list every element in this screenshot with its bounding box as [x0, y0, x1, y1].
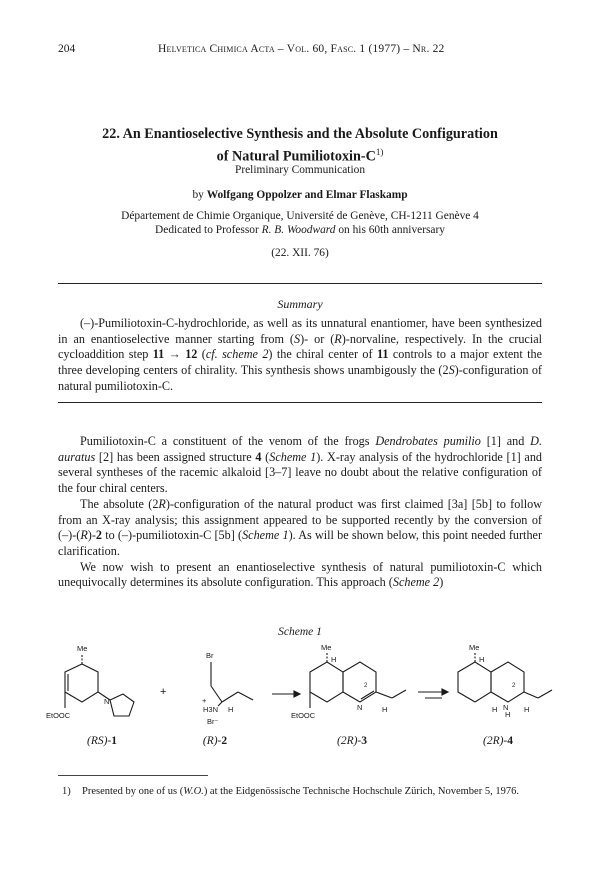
body-run: )- — [87, 528, 96, 543]
scheme-ref: Scheme 1 — [269, 449, 317, 464]
reaction-scheme — [40, 642, 560, 734]
compound-number: 3 — [361, 735, 367, 747]
article-title — [60, 125, 540, 166]
summary-bottom-rule — [58, 402, 542, 403]
body-run: ( — [261, 449, 270, 464]
authors-prefix: by — [192, 189, 204, 201]
dedication-suffix: on his 60th anniversary — [338, 224, 445, 236]
body-run: ). X-ray analysis of the hydrochloride [1] and several syntheses of the racemic alkaloid [3–7] leave no doubt about the relative configuration of the four chiral centers. — [58, 449, 543, 496]
summary-run: ) the chiral center of — [268, 347, 377, 362]
footnote-run: W.O. — [183, 786, 204, 797]
compound-label-3 — [312, 735, 392, 747]
summary-run: controls to a major extent the three developing centers of chirality. This synthesis shows unambigously the (2 — [58, 347, 543, 378]
summary-run: → — [164, 347, 186, 362]
dedicatee: R. B. Woodward — [261, 224, 336, 236]
dedication-prefix: Dedicated to Professor — [155, 224, 259, 236]
summary-top-rule — [58, 283, 542, 284]
summary-run: ( — [197, 347, 206, 362]
title-line-2-text: of Natural Pumiliotoxin-C — [216, 148, 376, 165]
atom-label: Me — [77, 644, 88, 653]
body-run: )-configuration of the natural product was first claimed [3a] [5b] to follow from an X-ray analysis; this assignment appeared to be supported recently by the conversion of (–)-( — [58, 496, 543, 543]
paragraph-3 — [58, 560, 542, 591]
article-type: Preliminary Communication — [234, 164, 366, 176]
summary-run: )-norvaline, respectively. In the crucial cycloaddition step — [58, 331, 543, 362]
received-date: (22. XII. 76) — [271, 247, 329, 259]
body-run: R — [80, 528, 88, 543]
atom-label: + — [202, 696, 207, 705]
footnote-mark: 1) — [62, 786, 71, 797]
atom-label: H — [524, 705, 530, 714]
body-run: ) — [439, 575, 444, 590]
atom-label: Me — [469, 643, 480, 652]
footnote-run: ) at the Eidgenössische Technische Hochschule Zürich, November 5, 1976. — [203, 786, 519, 797]
affiliation: Département de Chimie Organique, Université de Genève, CH-1211 Genève 4 — [121, 210, 479, 222]
footnote-text — [82, 785, 542, 798]
summary-run: )- or ( — [300, 331, 335, 346]
title-line-1: 22. An Enantioselective Synthesis and the Absolute Configuration — [102, 126, 498, 142]
body-text — [58, 434, 542, 591]
body-run: The absolute (2 — [80, 496, 159, 511]
body-run: D. auratus — [58, 434, 542, 464]
compound-config: (RS)- — [86, 735, 112, 747]
footnote-rule — [58, 775, 208, 776]
summary-run: )-configuration of natural pumiliotoxin-C. — [58, 363, 542, 393]
body-run: ). As will be shown below, this point needed further clarification. — [58, 528, 543, 558]
atom-label: 2 — [364, 683, 368, 689]
compound-ref: 11 — [152, 347, 165, 362]
body-run: to (–)-pumiliotoxin-C [5b] ( — [102, 528, 243, 543]
scheme-ref: Scheme 2 — [392, 575, 440, 590]
compound-2-structure — [211, 662, 253, 706]
atom-label: Me — [321, 643, 332, 652]
body-run: [2] has been assigned structure — [95, 449, 256, 464]
dedication — [50, 223, 550, 237]
summary-run: S — [448, 363, 455, 378]
compound-ref: 2 — [95, 528, 102, 543]
atom-label: N — [357, 703, 363, 712]
body-run: [1] and — [480, 434, 531, 448]
compound-ref: 11 — [376, 347, 389, 362]
atom-label: H — [479, 655, 485, 664]
atom-label: H3N — [203, 705, 219, 714]
compound-ref: 4 — [255, 449, 262, 464]
compound-config: (R)- — [202, 735, 222, 747]
summary-text — [58, 316, 542, 395]
body-run: Dendrobates pumilio — [375, 434, 481, 448]
summary-heading: Summary — [277, 297, 323, 311]
atom-label: Br⁻ — [207, 717, 219, 726]
paragraph-1 — [58, 434, 542, 497]
atom-label: H — [505, 710, 511, 719]
atom-label: 2 — [512, 683, 516, 689]
atom-label: Br — [206, 651, 214, 660]
atom-label: H — [228, 705, 234, 714]
scheme-heading: Scheme 1 — [278, 626, 322, 638]
atom-label: H — [331, 655, 337, 664]
atom-label: EtOOC — [46, 711, 71, 720]
atom-label: N — [503, 703, 509, 712]
compound-label-1 — [62, 735, 142, 747]
body-run: We now wish to present an enantioselective synthesis of natural pumiliotoxin-C which unequivocally determines its absolute configuration. This approach ( — [58, 559, 542, 590]
footnote-run: Presented by one of us ( — [82, 786, 184, 797]
atom-label: N — [104, 697, 110, 706]
atom-label: EtOOC — [291, 711, 316, 720]
compound-3-structure — [310, 653, 406, 708]
scheme-ref: cf. scheme 2 — [205, 347, 269, 362]
summary-run: S — [293, 331, 301, 346]
compound-number: 2 — [221, 735, 228, 747]
atom-label: H — [382, 705, 388, 714]
compound-ref: 12 — [185, 347, 198, 362]
body-run: R — [158, 496, 166, 511]
compound-config: (2R)- — [336, 735, 362, 747]
summary-run: (–)-Pumiliotoxin-C-hydrochloride, as well as its unnatural enantiomer, have been synthesized in an enantioselective manner starting from ( — [58, 316, 542, 346]
compound-label-2 — [175, 735, 255, 747]
page-number: 204 — [58, 43, 76, 55]
compound-config: (2R)- — [482, 735, 508, 747]
summary-run: R — [334, 331, 342, 346]
author-line — [50, 188, 550, 202]
paragraph-2 — [58, 497, 542, 560]
compound-number: 4 — [507, 735, 513, 747]
compound-1-structure — [65, 654, 134, 716]
body-run: Pumiliotoxin-C a constituent of the venom of the frogs — [80, 434, 376, 448]
atom-label: H — [492, 705, 498, 714]
compound-label-4 — [458, 735, 538, 747]
title-footnote-mark[interactable]: 1) — [375, 147, 384, 157]
compound-number: 1 — [111, 735, 117, 747]
plus-sign: + — [160, 686, 167, 698]
authors: Wolfgang Oppolzer and Elmar Flaskamp — [206, 189, 408, 201]
scheme-ref: Scheme 1 — [242, 528, 289, 543]
journal-reference: Helvetica Chimica Acta – Vol. 60, Fasc. 1 (1977) – Nr. 22 — [158, 43, 445, 55]
compound-4-structure — [458, 653, 552, 702]
